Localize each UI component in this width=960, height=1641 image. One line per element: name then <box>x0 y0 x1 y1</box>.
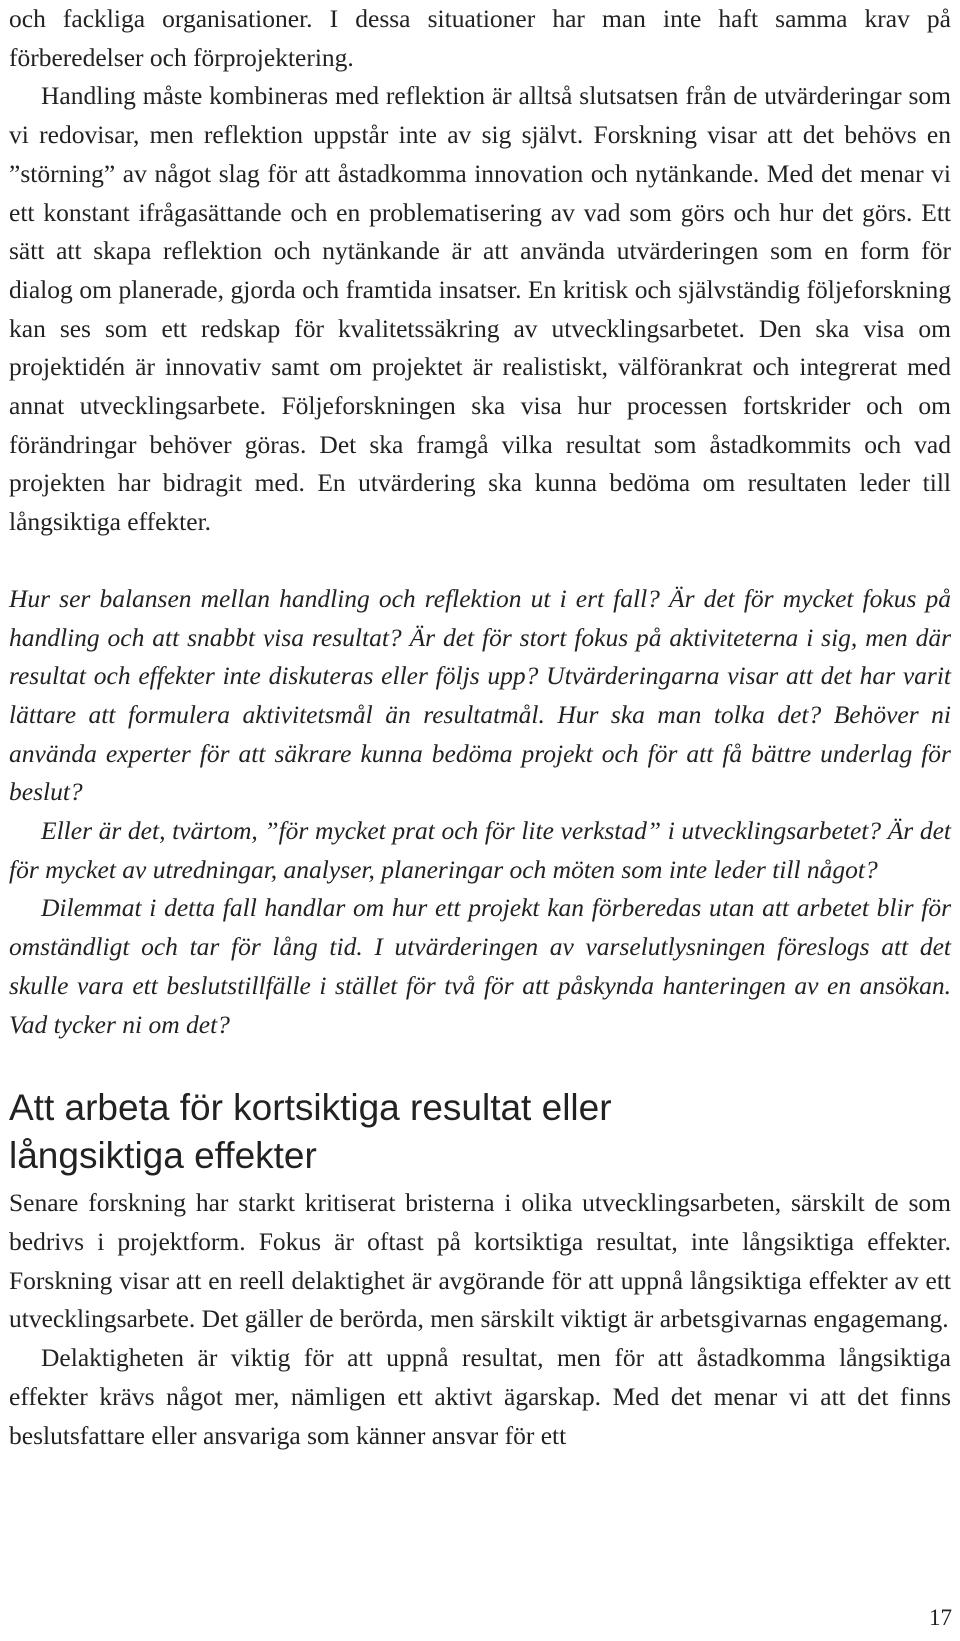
section-heading <box>9 1084 951 1180</box>
paragraph-spacer <box>9 542 951 580</box>
question-paragraph: Dilemmat i detta fall handlar om hur ett projekt kan förberedas utan att arbetet blir för omständligt och tar för lång tid. I utvärderingen av varselutlysningen föreslogs att det skulle vara ett beslutstillfälle i stället för två för att påskynda hanteringen av en ansökan. Vad tycker ni om det? <box>9 893 951 1039</box>
document-page <box>9 0 951 1455</box>
section-heading-line: långsiktiga effekter <box>9 1135 317 1177</box>
question-paragraph: Hur ser balansen mellan handling och reflektion ut i ert fall? Är det för mycket fokus på handling och att snabbt visa resultat? Är det för stort fokus på aktiviteterna i sig, men där resultat och effekter inte diskuteras eller följs upp? Utvärderingarna visar att det har varit lättare att formulera aktivitetsmål än resultatmål. Hur ska man tolka det? Behöver ni använda experter för att säkrare kunna bedöma projekt och för att få bättre underlag för beslut? <box>9 583 951 807</box>
body-paragraph: och fackliga organisationer. I dessa situationer har man inte haft samma krav på förberedelser och förprojektering. <box>9 4 951 72</box>
page-number: 17 <box>929 1605 952 1630</box>
section-heading-line: Att arbeta för kortsiktiga resultat eller <box>9 1087 612 1129</box>
section-paragraph: Delaktigheten är viktig för att uppnå resultat, men för att åstadkomma långsiktiga effekter krävs något mer, nämligen ett aktivt ägarskap. Med det menar vi att det finns beslutsfattare eller ansvariga som känner ansvar för ett <box>9 1343 951 1450</box>
body-paragraph: Handling måste kombineras med reflektion är alltså slutsatsen från de utvärderingar som vi redovisar, men reflektion uppstår inte av sig självt. Forskning visar att det behövs en ”störning” av något slag för att åstadkomma innovation och nytänkande. Med det menar vi ett konstant ifrågasättande och en problematisering av vad som görs och hur det görs. Ett sätt att skapa reflektion och nytänkande är att använda utvärderingen som en form för dialog om planerade, gjorda och framtida insatser. En kritisk och självständig följeforskning kan ses som ett redskap för kvalitetssäkring av utvecklingsarbetet. Den ska visa om projektidén är innovativ samt om projektet är realistiskt, välförankrat och integrerat med annat utvecklingsarbete. Följeforskningen ska visa hur processen fortskrider och om förändringar behöver göras. Det ska framgå vilka resultat som åstadkommits och vad projekten har bidragit med. En utvärdering ska kunna bedöma om resultaten leder till långsiktiga effekter. <box>9 81 951 537</box>
section-paragraph: Senare forskning har starkt kritiserat bristerna i olika utvecklingsarbeten, särskilt de som bedrivs i projektform. Fokus är oftast på kortsiktiga resultat, inte långsiktiga effekter. Forskning visar att en reell delaktighet är avgörande för att uppnå långsiktiga effekter av ett utvecklingsarbete. Det gäller de berörda, men särskilt viktigt är arbetsgivarnas engagemang. <box>9 1188 951 1334</box>
question-paragraph: Eller är det, tvärtom, ”för mycket prat och för lite verkstad” i utvecklingsarbetet? Är det för mycket av utredningar, analyser, planeringar och möten som inte leder till något? <box>9 816 951 884</box>
section-spacer <box>9 1044 951 1084</box>
